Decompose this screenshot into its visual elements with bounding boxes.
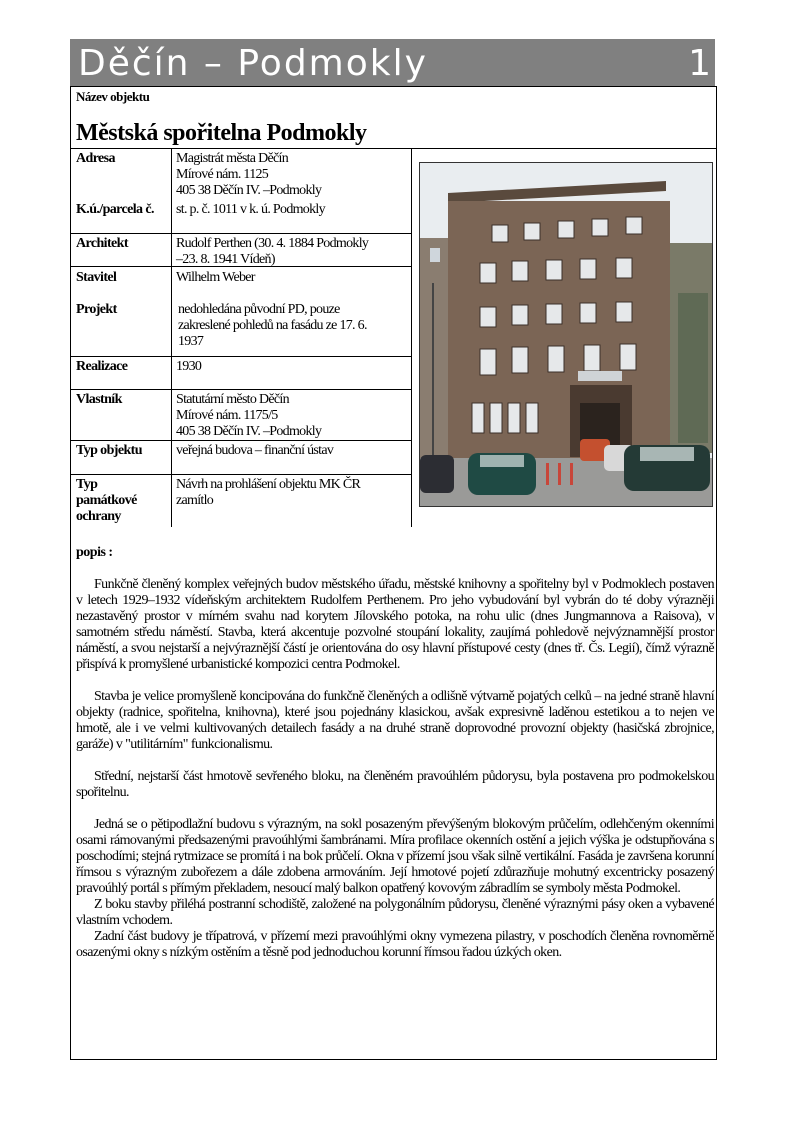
ochrana-value: Návrh na prohlášení objektu MK ČR zamítlo (176, 477, 361, 508)
object-name: Městská spořitelna Podmokly (76, 120, 367, 146)
paragraph: Zadní část budovy je třípatrová, v přízemí mezi pravoúhlými okny vymezena pilastry, v poschodích členěna rovnoměrně osazenými okny s nízkým ostěním a těsně pod jednoduchou korunní římsou řadou úzkých oken. (76, 929, 714, 960)
paragraph: Stavba je velice promyšleně koncipována do funkčně členěných a odlišně výtvarně pojatých celků – na jedné straně hlavní objekty (radnice, spořitelna, knihovna), které jsou pojednány klasickou, avšak expresivně laděnou estetikou a to nejen ve hmotě, ale i ve velmi kultivovaných detailech fasády a na druhé straně doprovodné provozní objekty (hasičská zbrojnice, garáže) v "utilitárním" funkcionalismu. (76, 689, 714, 752)
paragraph: Střední, nejstarší část hmotově sevřeného bloku, na členěném pravoúhlém půdorysu, byla postavena pro podmokelskou spořitelnu. (76, 769, 714, 800)
paragraph: Jedná se o pětipodlažní budovu s výrazným, na sokl posazeným převýšeným blokovým průčelím, odlehčeným okenními osami rámovanými předsazenými pravoúhlými šambránami. Míra profilace okenních ostění a jejich výška je odstupňována s poschodími; stejná rytmizace se promítá i na bok průčelí. Okna v přízemí jsou však silně vertikální. Fasáda je završena korunní římsou s výrazným zubořezem a dále zdobena armováním. Její hmotové pojetí zdůrazňuje mohutný excentricky posazený pravoúhlý portál s přímým překladem, nesoucí malý balkon opatřený kovovým zábradlím se symboly města Podmokel. (76, 817, 714, 896)
page-number: 1 (688, 43, 711, 84)
typ-objektu-label: Typ objektu (76, 443, 142, 458)
divider (70, 440, 412, 441)
building-photo (419, 162, 713, 507)
vlastnik-label: Vlastník (76, 392, 122, 407)
vlastnik-value: Statutární město Děčín Mírové nám. 1175/5 405 38 Děčín IV. –Podmokly (176, 392, 322, 439)
page-title: Děčín – Podmokly (78, 43, 428, 84)
realizace-label: Realizace (76, 359, 128, 374)
projekt-value: nedohledána původní PD, pouze zakreslené pohledů na fasádu ze 17. 6. 1937 (178, 302, 367, 349)
divider (171, 148, 172, 527)
paragraph: Z boku stavby přiléhá postranní schodiště, založené na polygonálním půdorysu, členěné výraznými pásy oken a vybavené vlastním vchodem. (76, 897, 714, 928)
popis-label: popis : (76, 545, 113, 560)
projekt-label: Projekt (76, 302, 117, 317)
realizace-value: 1930 (176, 359, 202, 374)
parcela-label: K.ú./parcela č. (76, 202, 154, 217)
ochrana-label: Typ památkové ochrany (76, 477, 137, 524)
stavitel-value: Wilhelm Weber (176, 270, 255, 285)
object-label: Název objektu (76, 89, 150, 104)
page-header (70, 39, 715, 86)
stavitel-label: Stavitel (76, 270, 117, 285)
typ-objektu-value: veřejná budova – finanční ústav (176, 443, 334, 458)
divider (70, 474, 412, 475)
adresa-label: Adresa (76, 151, 115, 166)
architekt-label: Architekt (76, 236, 128, 251)
divider (70, 389, 412, 390)
divider (70, 356, 412, 357)
architekt-value: Rudolf Perthen (30. 4. 1884 Podmokly –23. 8. 1941 Vídeň) (176, 236, 369, 267)
description-text (76, 577, 714, 961)
divider (70, 148, 717, 149)
paragraph: Funkčně členěný komplex veřejných budov městského úřadu, městské knihovny a spořitelny byl v Podmoklech postaven v letech 1929–1932 vídeňským architektem Rudolfem Perthenem. Pro jeho vybudování byl vybrán do té doby výrazněji nezastavěný prostor v mírném svahu nad korytem Jílovského potoka, na rohu ulic (dnes Jungmannova a Raisova), v samotném středu náměstí. Stavba, která akcentuje pozvolné stoupání lokality, zaujímá pohledově nejvýznamnější prostor náměstí, a svou nejstarší a nejvýraznější částí je orientována do osy hlavní přístupové cesty (dnes tř. Čs. Legií), čímž výrazně přispívá k promyšlené urbanistické kompozici centra Podmokel. (76, 577, 714, 672)
parcela-value: st. p. č. 1011 v k. ú. Podmokly (176, 202, 325, 217)
adresa-value: Magistrát města Děčín Mírové nám. 1125 405 38 Děčín IV. –Podmokly (176, 151, 322, 198)
divider (70, 233, 412, 234)
